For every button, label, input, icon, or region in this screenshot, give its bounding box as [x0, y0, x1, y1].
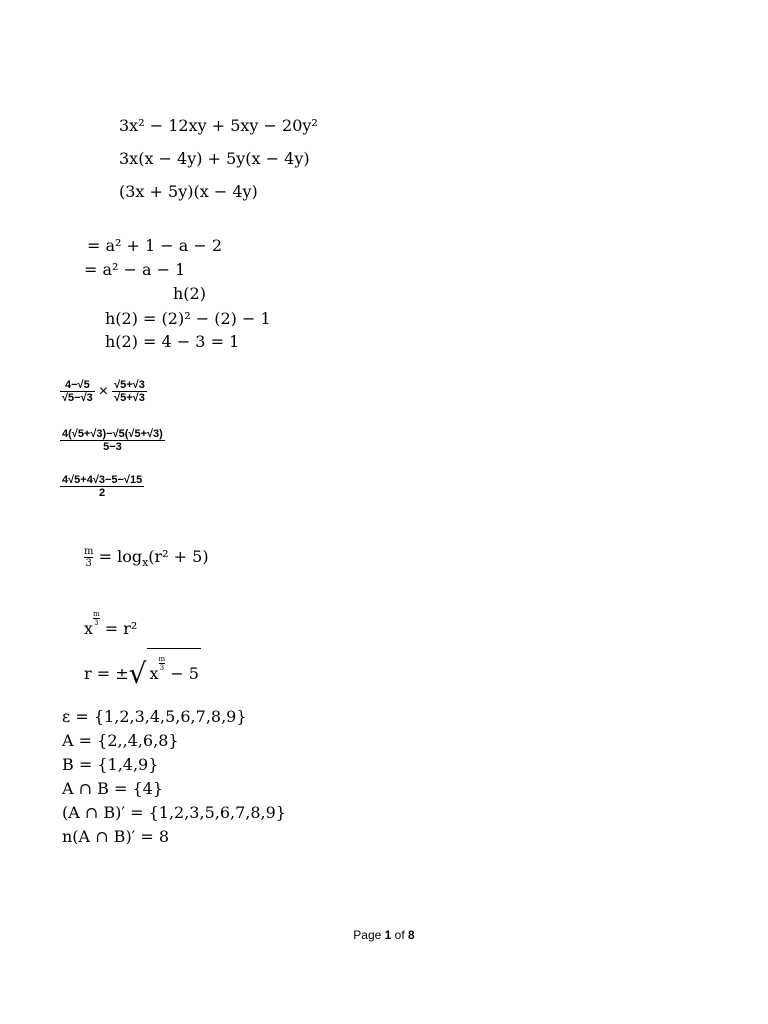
exponent-fraction — [93, 610, 100, 627]
set-complement: (A ∩ B)′ = {1,2,3,5,6,7,8,9} — [62, 803, 286, 822]
log-equation-2 — [84, 610, 137, 639]
radicand — [147, 648, 200, 684]
fraction-step-3 — [60, 474, 144, 499]
fraction-right-numerator: √5+√3 — [114, 379, 145, 391]
radicand-base: x — [149, 664, 159, 683]
fraction-right-denominator: √5+√3 — [114, 392, 145, 404]
m-over-3-fraction — [84, 546, 93, 569]
rationalize-step-3 — [60, 474, 144, 499]
fraction-left — [60, 379, 95, 404]
radicand-exponent-numerator: m — [158, 655, 166, 663]
fraction-step-3-denominator: 2 — [60, 486, 144, 499]
log-base: x — [142, 556, 149, 570]
factoring-line-1: 3x² − 12xy + 5xy − 20y² — [119, 116, 318, 135]
fraction-left-denominator: √5−√3 — [62, 392, 93, 404]
radicand-tail: − 5 — [165, 664, 199, 683]
rationalize-step-1 — [60, 379, 147, 404]
r-equals: r = ± — [84, 664, 129, 683]
power-rhs: = r² — [104, 619, 138, 638]
factoring-line-2: 3x(x − 4y) + 5y(x − 4y) — [119, 149, 310, 168]
radicand-exponent-denominator: 3 — [159, 664, 165, 672]
fraction-step-2-numerator: 4(√5+√3)−√5(√5+√3) — [62, 428, 163, 440]
log-equation-1 — [84, 546, 209, 573]
set-cardinality: n(A ∩ B)′ = 8 — [62, 827, 170, 846]
set-universal: ε = {1,2,3,4,5,6,7,8,9} — [62, 707, 247, 726]
fraction-numerator: m — [84, 546, 94, 557]
footer-current-page: 1 — [384, 928, 392, 942]
fraction-step-2 — [60, 428, 165, 453]
log-argument: (r² + 5) — [148, 547, 209, 566]
rationalize-step-2 — [60, 428, 165, 453]
function-line-1: = a² + 1 − a − 2 — [87, 236, 223, 255]
exponent-numerator: m — [93, 610, 100, 618]
function-line-4: h(2) = (2)² − (2) − 1 — [105, 309, 271, 328]
set-a: A = {2,,4,6,8} — [62, 731, 179, 750]
fraction-left-numerator: 4−√5 — [65, 379, 90, 391]
exponent-denominator: 3 — [94, 619, 99, 627]
fraction-step-2-denominator: 5−3 — [60, 440, 165, 453]
function-line-2: = a² − a − 1 — [84, 260, 186, 279]
fraction-denominator: 3 — [85, 558, 92, 569]
footer-middle: of — [391, 928, 409, 942]
footer-total-pages: 8 — [408, 928, 415, 942]
square-root-icon: √ — [128, 657, 147, 690]
factoring-line-3: (3x + 5y)(x − 4y) — [119, 182, 258, 201]
times-sign: × — [98, 382, 109, 400]
function-line-3: h(2) — [173, 284, 206, 303]
page-footer — [0, 928, 768, 942]
log-rhs: = log — [98, 547, 143, 566]
log-equation-3 — [84, 648, 201, 688]
set-intersection: A ∩ B = {4} — [62, 779, 164, 798]
fraction-right — [112, 379, 147, 404]
power-base: x — [84, 619, 94, 638]
fraction-step-3-numerator: 4√5+4√3−5−√15 — [62, 474, 143, 486]
function-line-5: h(2) = 4 − 3 = 1 — [105, 332, 240, 351]
set-b: B = {1,4,9} — [62, 755, 159, 774]
footer-prefix: Page — [353, 928, 385, 942]
